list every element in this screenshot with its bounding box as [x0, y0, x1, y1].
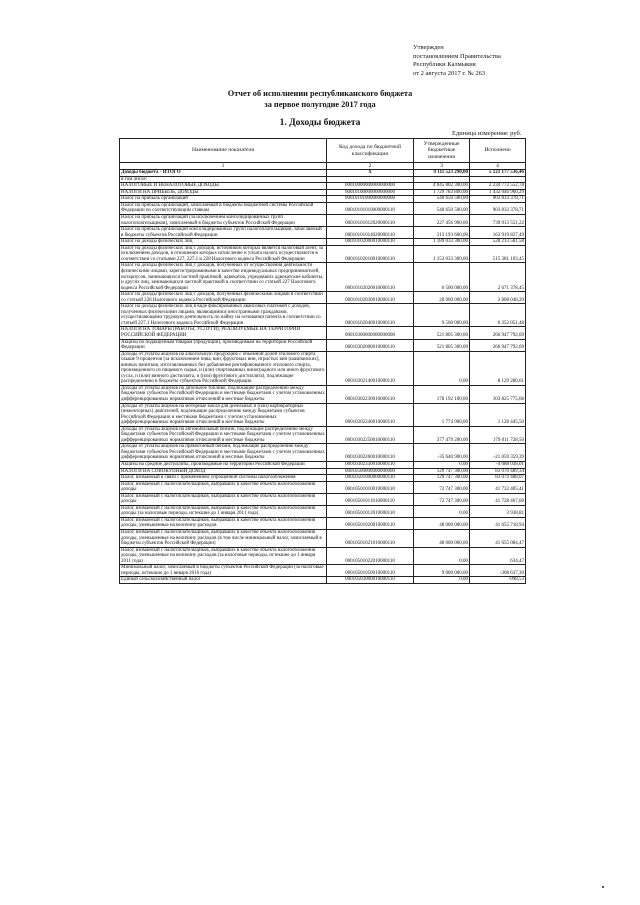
row-code: 00010501010010000110	[327, 481, 414, 493]
row-exec: 634,47	[470, 547, 526, 565]
table-row	[120, 403, 526, 426]
row-name: Налог на прибыль организаций, зачисляемый в бюджеты бюджетной системы Российской Федерации по соответствующим ставкам	[120, 202, 327, 214]
column-number-row	[120, 163, 526, 170]
row-exec: -4 088 038,01	[470, 462, 526, 469]
row-name: Налог на доходы физических лиц с доходов, источником которых является налоговый агент, за исключением доходов, в отношении которых исчисление и уплата налога осуществляются в соответствии со статьями 227, 227.1 и 228 Налогового кодекса Российской Федерации	[120, 245, 327, 263]
row-name: Минимальный налог, зачисляемый в бюджеты субъектов Российской Федерации (за налоговые периоды, истекшие до 1 января 2016 года)	[120, 565, 327, 577]
approval-stamp	[413, 44, 501, 78]
row-name: Налог на доходы физических лиц в виде фиксированных авансовых платежей с доходов, полученных физическими лицами, являющимися иностранными гражданами, осуществляющими трудовую деятельность по найму на основании патента в соответствии со статьей 227.1 Налогового кодекса Российской Федерации	[120, 304, 327, 327]
column-number: 1	[120, 163, 327, 170]
row-exec: 163 919 827,49	[470, 227, 526, 239]
row-code: 00010102020010000110	[327, 263, 414, 292]
row-name: Акцизы на средние дистилляты, производимые на территории Российской Федерации	[120, 462, 327, 469]
row-plan: 521 805 300,00	[414, 327, 470, 339]
row-exec: 528 213 581,58	[470, 239, 526, 246]
row-name: Налог на доходы физических лиц с доходов, полученных физическими лицами в соответствии со статьей 228 Налогового кодекса Российской Федерации	[120, 292, 327, 304]
row-code: 00010101012020000110	[327, 215, 414, 227]
row-plan: 48 000 000,00	[414, 517, 470, 529]
row-code: 00010501012010000110	[327, 505, 414, 517]
row-name: в том числе:	[120, 176, 327, 183]
row-plan: 20 000 000,00	[414, 292, 470, 304]
page-dot	[602, 886, 604, 888]
revenue-table	[119, 138, 526, 584]
table-row	[120, 444, 526, 462]
row-exec: 8 129 280,61	[470, 351, 526, 385]
row-name: Доходы от уплаты акцизов на дизельное топливо, подлежащие распределению между бюджетами субъектов Российской Федерации и местными бюджетами с учетом установленных дифференцированных нормативов отчислений в местные бюджеты	[121, 385, 325, 402]
row-plan: 4 045 802 300,00	[414, 183, 470, 190]
row-code: 00010302260010000110	[327, 444, 414, 462]
row-code: 00010100000000000000	[327, 189, 414, 196]
row-plan: 540 650 500,00	[414, 196, 470, 203]
row-code: 00010500000000000000	[327, 468, 414, 475]
row-name: Налог, взимаемый с налогоплательщиков, выбравших в качестве объекта налогообложения доходы, уменьшенные на величину расходов (за налоговые периоды, истекшие до 1 января 2011 года)	[120, 547, 327, 565]
row-plan: 9 111 523 290,00	[414, 170, 470, 177]
row-name: Налог, взимаемый с налогоплательщиков, выбравших в качестве объекта налогообложения доходы (за налоговые периоды, истекшие до 1 января 2011 года)	[120, 505, 327, 517]
row-exec: 1 128 445,50	[470, 403, 526, 426]
row-name: Налог на доходы физических лиц с доходов, полученных от осуществления деятельности физическими лицами, зарегистрированными в качестве индивидуальных предпринимателей, нотариусов, занимающихся частной практикой, адвокатов, учредивших адвокатские кабинеты, и других лиц, занимающихся частной практикой в соответствии со статьей 227 Налогового кодекса Российской Федерации	[120, 263, 327, 292]
row-plan: 0,00	[414, 462, 470, 469]
row-plan: 1 153 033 300,00	[414, 245, 470, 263]
row-plan: 377 479 200,00	[414, 426, 470, 444]
table-row	[120, 215, 526, 227]
column-number: 3	[414, 163, 470, 170]
row-exec: 41 732 405,41	[470, 481, 526, 493]
row-name: Налог на прибыль организаций	[120, 196, 327, 203]
row-exec: 2 234 772 552,78	[470, 183, 526, 190]
approval-line: Утвержден	[413, 44, 444, 51]
row-plan: 313 193 600,00	[414, 227, 470, 239]
row-name: Налог, взимаемый с налогоплательщиков, выбравших в качестве объекта налогообложения доходы	[120, 481, 327, 493]
row-exec: 903 833 378,71	[470, 196, 526, 203]
table-row	[120, 530, 526, 548]
row-exec: 739 913 551,22	[470, 215, 526, 227]
row-name: Единый сельскохозяйственный налог	[120, 577, 327, 584]
row-code: 00010501050010000110	[327, 565, 414, 577]
row-plan: 48 000 000,00	[414, 530, 470, 548]
row-code: 00010503000010000110	[327, 577, 414, 584]
table-row	[120, 385, 526, 403]
table-row	[120, 517, 526, 529]
table-row	[120, 565, 526, 577]
row-plan: 6 500 000,00	[414, 263, 470, 292]
row-exec: -308 637,30	[470, 565, 526, 577]
row-code: 00010101010000000110	[327, 202, 414, 214]
row-plan: 1 774 900,00	[414, 403, 470, 426]
header-plan: Утвержденные бюджетные назначения	[414, 139, 470, 163]
row-code: 00010501021010000110	[327, 530, 414, 548]
table-row	[120, 202, 526, 214]
row-exec: 83 070 489,34	[470, 468, 526, 475]
table-row	[120, 245, 526, 263]
row-exec: 41 728 467,60	[470, 493, 526, 505]
row-name: Доходы от уплаты акцизов на моторные масла для дизельных и (или) карбюраторных (инжекторных) двигателей, подлежащие распределению между бюджетами субъектов Российской Федерации и местными бюджетами с учетом установленных дифференцированных нормативов отчислений в местные бюджеты	[120, 403, 327, 426]
row-code: 00010102010010000110	[327, 245, 414, 263]
header-code: Код дохода по бюджетной классификации	[327, 139, 414, 163]
row-name: Налог на доходы физических лиц	[120, 239, 327, 246]
row-plan: 0,00	[414, 547, 470, 565]
row-plan: 9 000 000,00	[414, 565, 470, 577]
header-exec: Исполнено	[470, 139, 526, 163]
row-plan: 0,00	[414, 351, 470, 385]
document-title	[0, 88, 640, 110]
row-name: НАЛОГОВЫЕ И НЕНАЛОГОВЫЕ ДОХОДЫ	[120, 183, 327, 190]
approval-line: от 2 августа 2017 г. № 263	[413, 69, 486, 77]
row-name: Налог на прибыль организаций консолидированных групп налогоплательщиков, зачисляемый в бюджеты субъектов Российской Федерации	[120, 227, 327, 239]
row-code: X	[327, 170, 414, 177]
column-number: 2	[327, 163, 414, 170]
row-code: 00010501011010000110	[327, 493, 414, 505]
row-plan: 178 192 100,00	[414, 385, 470, 403]
table-row	[120, 493, 526, 505]
header-name: Наименование показателя	[120, 139, 327, 163]
row-name: НАЛОГИ НА СОВОКУПНЫЙ ДОХОД	[120, 468, 327, 475]
row-exec: 903 833 378,71	[470, 202, 526, 214]
table-row	[120, 292, 526, 304]
row-code: 00010501020010000110	[327, 517, 414, 529]
title-line-2: за первое полугодие 2017 года	[264, 100, 376, 109]
row-name: НАЛОГИ НА ТОВАРЫ (РАБОТЫ, УСЛУГИ), РЕАЛИЗУЕМЫЕ НА ТЕРРИТОРИИ РОССИЙСКОЙ ФЕДЕРАЦИИ	[120, 327, 327, 339]
row-exec: 179 011 728,50	[470, 426, 526, 444]
table-row	[120, 351, 526, 385]
row-plan: 129 747 300,00	[414, 468, 470, 475]
row-plan: 72 747 300,00	[414, 493, 470, 505]
row-name: Доходы бюджета - ИТОГО	[120, 170, 327, 177]
table-row	[120, 505, 526, 517]
column-number: 4	[470, 163, 526, 170]
row-exec: 103 825 775,68	[470, 385, 526, 403]
table-row	[120, 263, 526, 292]
row-name: Налог на прибыль организаций (за исключением консолидированных групп налогоплательщиков), зачисляемый в бюджеты субъектов Российской Федерации	[120, 215, 327, 227]
row-plan: 540 650 500,00	[414, 202, 470, 214]
table-row	[120, 304, 526, 327]
row-plan: 1 729 783 800,00	[414, 189, 470, 196]
row-plan: 227 456 900,00	[414, 215, 470, 227]
row-exec: 3 938,81	[470, 505, 526, 517]
row-exec: 83 079 488,07	[470, 475, 526, 482]
table-row	[120, 426, 526, 444]
row-exec: 41 655 718,94	[470, 517, 526, 529]
row-exec: 1 432 046 960,29	[470, 189, 526, 196]
row-exec: 6 352 051,48	[470, 304, 526, 327]
row-code: 00010302240010000110	[327, 403, 414, 426]
table-row	[120, 327, 526, 339]
section-title: 1. Доходы бюджета	[279, 118, 361, 128]
row-exec: 5 121 177 536,46	[470, 170, 526, 177]
approval-line: Республики Калмыкия	[413, 61, 476, 69]
row-name: Акцизы по подакцизным товарам (продукции), производимым на территории Российской Федерации	[120, 339, 327, 351]
row-exec: 515 381 103,45	[470, 245, 526, 263]
row-plan: 9 500 000,00	[414, 304, 470, 327]
row-code: 00010302140010000110	[327, 351, 414, 385]
title-line-1: Отчет об исполнении республиканского бюджета	[227, 89, 413, 98]
row-code: 00010101000000000000	[327, 196, 414, 203]
row-name: Доходы от уплаты акцизов на автомобильный бензин, подлежащие распределению между бюджетами субъектов Российской Федерации и местными бюджетами с учетом установленных дифференцированных нормативов отчислений в местные бюджеты	[121, 426, 325, 443]
row-exec: -998,53	[470, 577, 526, 584]
units-label: Единица измерения: руб.	[452, 130, 522, 137]
row-plan: 72 747 300,00	[414, 481, 470, 493]
row-code: 00010102000010000110	[327, 239, 414, 246]
row-plan: 129 747 300,00	[414, 475, 470, 482]
row-name: Налог, взимаемый с налогоплательщиков, выбравших в качестве объекта налогообложения доходы, уменьшенные на величину расходов (в том числе минимальный налог, зачисляемый в бюджеты субъектов Российской Федерации)	[120, 530, 327, 548]
row-name: Доходы от уплаты акцизов на алкогольную продукцию с объемной долей этилового спирта свыше 9 процентов (за исключением пива, вин, фруктовых вин, игристых вин (шампанских), винных напитков, изготавливаемых без добавления ректификованного этилового спирта, произведенного из пищевого сырья, и (или) спиртованных виноградного или иного фруктового сусла, и (или) винного дистиллята, и (или) фруктового дистиллята), подлежащие распределению в бюджеты субъектов Российской Федерации	[120, 351, 327, 385]
table-row	[120, 577, 526, 584]
row-exec: 266 947 792,69	[470, 327, 526, 339]
row-code: 00010102040010000110	[327, 304, 414, 327]
row-code: 00010102030010000110	[327, 292, 414, 304]
row-code: 00010302000010000110	[327, 339, 414, 351]
row-code: 00010501000000000110	[327, 475, 414, 482]
table-row	[120, 227, 526, 239]
approval-line: постановлением Правительства	[413, 52, 501, 60]
row-code: 00010101014020000110	[327, 227, 414, 239]
row-code: 00010302250010000110	[327, 426, 414, 444]
row-code: 00010302230010000110	[327, 385, 414, 403]
table-row	[120, 339, 526, 351]
row-name: Налог, взимаемый с налогоплательщиков, выбравших в качестве объекта налогообложения доходы	[120, 493, 327, 505]
row-plan: 0,00	[414, 505, 470, 517]
row-code: 00010300000000000000	[327, 327, 414, 339]
row-code: 00010302330010000110	[327, 462, 414, 469]
table-row	[120, 547, 526, 565]
row-plan: 1 189 033 300,00	[414, 239, 470, 246]
row-name: НАЛОГИ НА ПРИБЫЛЬ, ДОХОДЫ	[120, 189, 327, 196]
row-name: Налог, взимаемый с налогоплательщиков, выбравших в качестве объекта налогообложения доходы, уменьшенные на величину расходов	[120, 517, 327, 529]
row-exec: 41 655 084,47	[470, 530, 526, 548]
row-plan: -35 640 900,00	[414, 444, 470, 462]
row-plan: 521 805 300,00	[414, 339, 470, 351]
row-exec: 2 671 378,45	[470, 263, 526, 292]
row-plan: 0,00	[414, 577, 470, 584]
row-exec: 3 808 048,20	[470, 292, 526, 304]
row-exec: -21 059 359,39	[470, 444, 526, 462]
row-code: 00010000000000000000	[327, 183, 414, 190]
row-name: Налог, взимаемый в связи с применением упрощенной системы налогообложения	[120, 475, 327, 482]
row-exec: 266 947 792,69	[470, 339, 526, 351]
row-code: 00010501022010000110	[327, 547, 414, 565]
table-header-row	[120, 139, 526, 163]
row-name: Доходы от уплаты акцизов на прямогонный бензин, подлежащие распределению между бюджетами субъектов Российской Федерации и местными бюджетами с учетом установленных дифференцированных нормативов отчислений в местные бюджеты	[121, 444, 325, 461]
table-row	[120, 481, 526, 493]
